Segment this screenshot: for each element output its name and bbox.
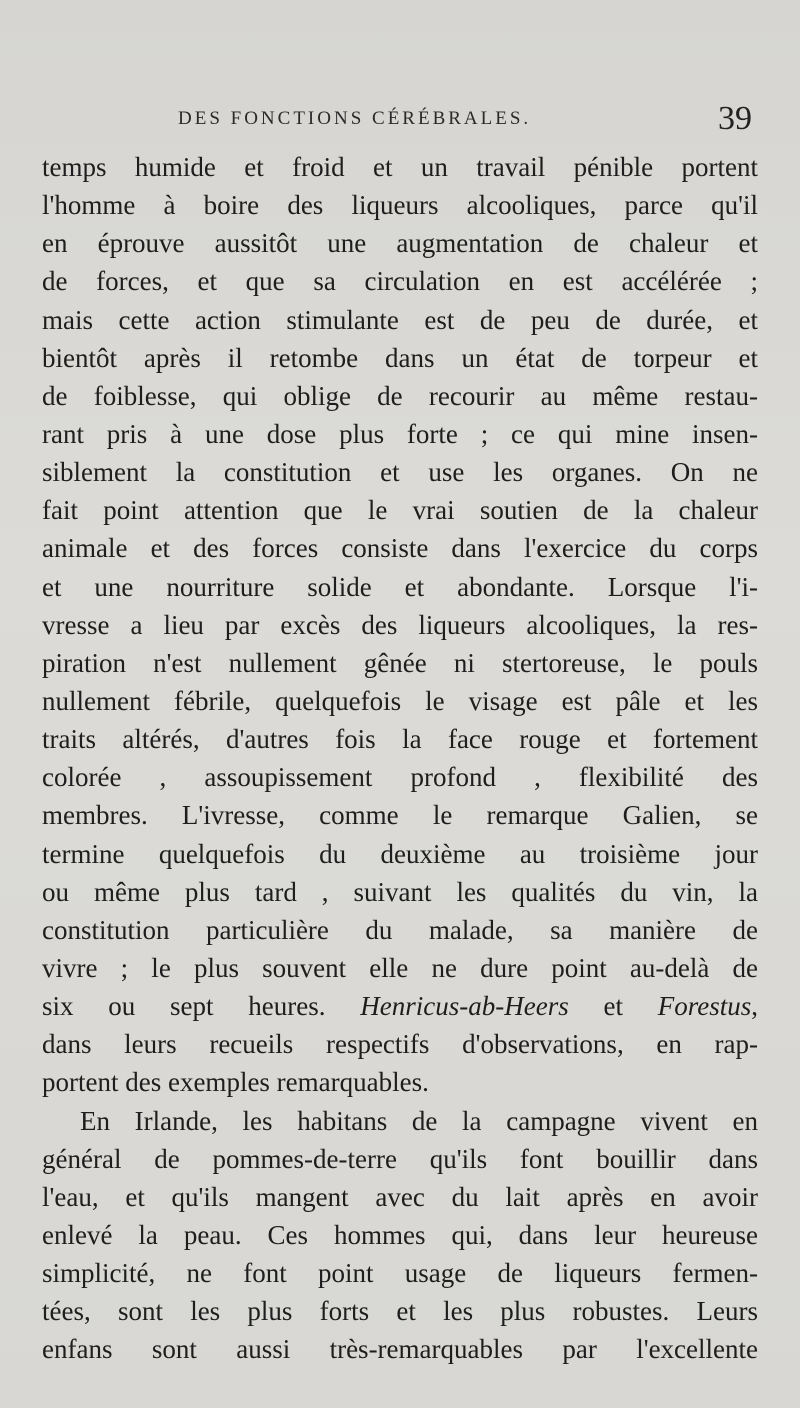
text-line: colorée , assoupissement profond , flexibilité des — [42, 762, 758, 793]
text-line: l'eau, et qu'ils mangent avec du lait après en avoir — [42, 1181, 758, 1212]
text-line: piration n'est nullement gênée ni stertoreuse, le pouls — [42, 647, 758, 678]
text-line: temps humide et froid et un travail pénible portent — [42, 152, 758, 182]
body-text — [42, 148, 758, 1369]
paragraph-start-line: En Irlande, les habitans de la campagne vivent en — [80, 1105, 758, 1136]
page-number: 39 — [718, 100, 752, 137]
running-title: DES FONCTIONS CÉRÉBRALES. — [178, 108, 532, 129]
author-citation-forestus: Forestus — [657, 991, 752, 1022]
text-line: de foiblesse, qui oblige de recourir au même restau- — [42, 380, 758, 411]
text-line: animale et des forces consiste dans l'exercice du corps — [42, 533, 758, 564]
text-segment: six ou sept heures. — [42, 991, 326, 1022]
text-line: nullement fébrile, quelquefois le visage est pâle et les — [42, 685, 758, 716]
text-line: bientôt après il retombe dans un état de torpeur et — [42, 342, 758, 373]
text-segment: , — [751, 991, 759, 1022]
text-line: de forces, et que sa circulation en est accélérée ; — [42, 266, 758, 297]
text-line: termine quelquefois du deuxième au troisième jour — [42, 838, 758, 869]
author-citation-henricus: Henricus-ab-Heers — [360, 991, 569, 1022]
text-line: rant pris à une dose plus forte ; ce qui mine insen- — [42, 418, 758, 449]
text-line: général de pommes-de-terre qu'ils font bouillir dans — [42, 1143, 758, 1174]
text-line: enfans sont aussi très-remarquables par l'excellente — [42, 1334, 758, 1365]
text-line: l'homme à boire des liqueurs alcooliques, parce qu'il — [42, 190, 758, 221]
text-line: constitution particulière du malade, sa manière de — [42, 914, 758, 945]
text-line-with-citations — [42, 987, 758, 1025]
text-line: enlevé la peau. Ces hommes qui, dans leur heureuse — [42, 1219, 758, 1250]
text-line: vresse a lieu par excès des liqueurs alcooliques, la res- — [42, 609, 758, 640]
paragraph-end-line: portent des exemples remarquables. — [42, 1067, 429, 1098]
text-line: dans leurs recueils respectifs d'observations, en rap- — [42, 1029, 758, 1060]
text-line: ou même plus tard , suivant les qualités du vin, la — [42, 876, 758, 907]
text-line: vivre ; le plus souvent elle ne dure point au-delà de — [42, 952, 758, 983]
text-line: traits altérés, d'autres fois la face rouge et fortement — [42, 724, 758, 755]
text-line: tées, sont les plus forts et les plus robustes. Leurs — [42, 1296, 758, 1327]
text-line: fait point attention que le vrai soutien de la chaleur — [42, 495, 758, 526]
text-line: en éprouve aussitôt une augmentation de chaleur et — [42, 228, 758, 259]
text-segment: et — [603, 991, 623, 1022]
text-line: mais cette action stimulante est de peu de durée, et — [42, 304, 758, 335]
text-line: simplicité, ne font point usage de liqueurs fermen- — [42, 1258, 758, 1289]
text-line: et une nourriture solide et abondante. Lorsque l'i- — [42, 571, 758, 602]
text-line: membres. L'ivresse, comme le remarque Galien, se — [42, 800, 758, 831]
text-line: siblement la constitution et use les organes. On ne — [42, 457, 758, 488]
